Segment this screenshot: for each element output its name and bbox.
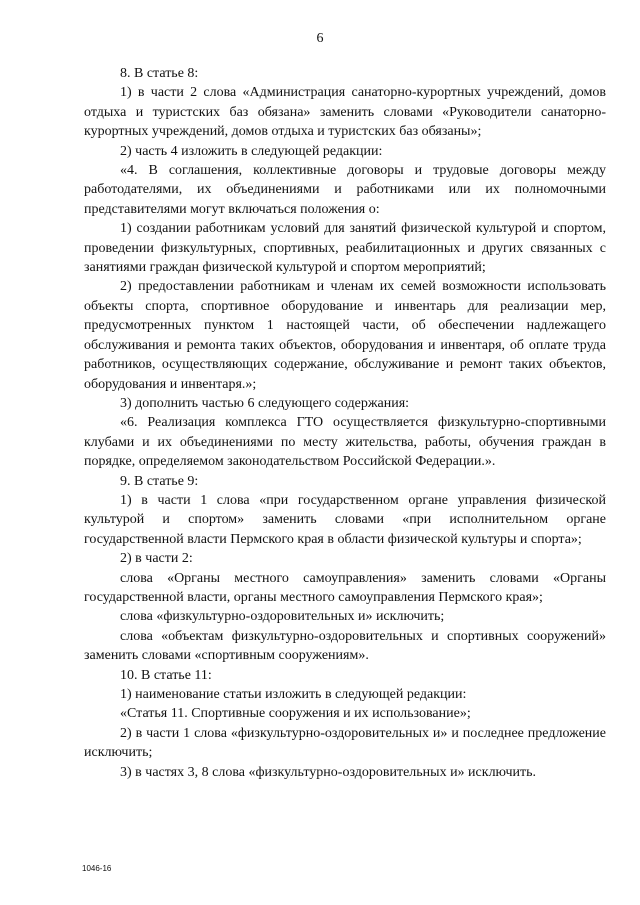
paragraph-10-1-title: «Статья 11. Спортивные сооружения и их использование»; bbox=[120, 706, 471, 722]
page-number: 6 bbox=[316, 31, 324, 46]
paragraph-9-1: 1) в части 1 слова «при государственном органе управления физической культурой и спортом» заменить словами «при исполнительном органе государственной власти Пермского края в области физической культуры и спорта»; bbox=[84, 492, 606, 547]
paragraph-9-2-b: слова «физкультурно-оздоровительных и» исключить; bbox=[120, 609, 445, 625]
paragraph-8-2-part-4: «4. В соглашения, коллективные договоры и трудовые договоры между работодателями, их объединениями и работниками или их полномочными представителями могут включаться положения о: bbox=[84, 163, 606, 217]
paragraph-8-2-item-2: 2) предоставлении работникам и членам их семей возможности использовать объекты спорта, спортивное оборудование и инвентарь для реализации мер, предусмотренных пунктом 1 настоящей части, об обеспечении надлежащего обслуживания и ремонта таких объектов, оборудования и инвентаря, об оплате труда работников, осуществляющих содержание, обслуживание и ремонт таких объектов, оборудования и инвентаря.»; bbox=[84, 279, 606, 392]
paragraph-10-3: 3) в частях 3, 8 слова «физкультурно-оздоровительных и» исключить. bbox=[120, 764, 537, 780]
document-code: 1046-16 bbox=[82, 864, 112, 873]
paragraph-8-3-part-6: «6. Реализация комплекса ГТО осуществляется физкультурно-спортивными клубами и их объединениями по месту жительства, работы, обучения граждан в порядке, определяемом законодательством Российской Федерации.». bbox=[84, 415, 606, 470]
paragraph-8-1: 1) в части 2 слова «Администрация санаторно-курортных учреждений, домов отдыха и туристских баз обязана» заменить словами «Руководители санаторно-курортных учреждений, домов отдыха и туристских баз обязаны»; bbox=[84, 85, 606, 140]
paragraph-article-8: 8. В статье 8: bbox=[120, 66, 199, 81]
paragraph-10-1: 1) наименование статьи изложить в следующей редакции: bbox=[120, 687, 467, 702]
paragraph-8-2: 2) часть 4 изложить в следующей редакции: bbox=[120, 143, 383, 159]
paragraph-8-3: 3) дополнить частью 6 следующего содержания: bbox=[120, 395, 410, 411]
paragraph-9-2: 2) в части 2: bbox=[120, 551, 193, 567]
paragraph-9-2-a: слова «Органы местного самоуправления» заменить словами «Органы государственной власти, органы местного самоуправления Пермского края»; bbox=[84, 570, 606, 605]
paragraph-8-2-item-1: 1) создании работникам условий для занятий физической культурой и спортом, проведении физкультурных, спортивных, реабилитационных и других связанных с занятиями граждан физической культурой и спортом мероприятий; bbox=[84, 221, 606, 276]
paragraph-10-2: 2) в части 1 слова «физкультурно-оздоровительных и» и последнее предложение исключить; bbox=[84, 725, 606, 761]
paragraph-article-10: 10. В статье 11: bbox=[120, 667, 212, 683]
paragraph-9-2-c: слова «объектам физкультурно-оздоровительных и спортивных сооружений» заменить словами «спортивным сооружениям». bbox=[84, 628, 606, 664]
paragraph-article-9: 9. В статье 9: bbox=[120, 473, 199, 489]
document-body bbox=[84, 64, 606, 782]
